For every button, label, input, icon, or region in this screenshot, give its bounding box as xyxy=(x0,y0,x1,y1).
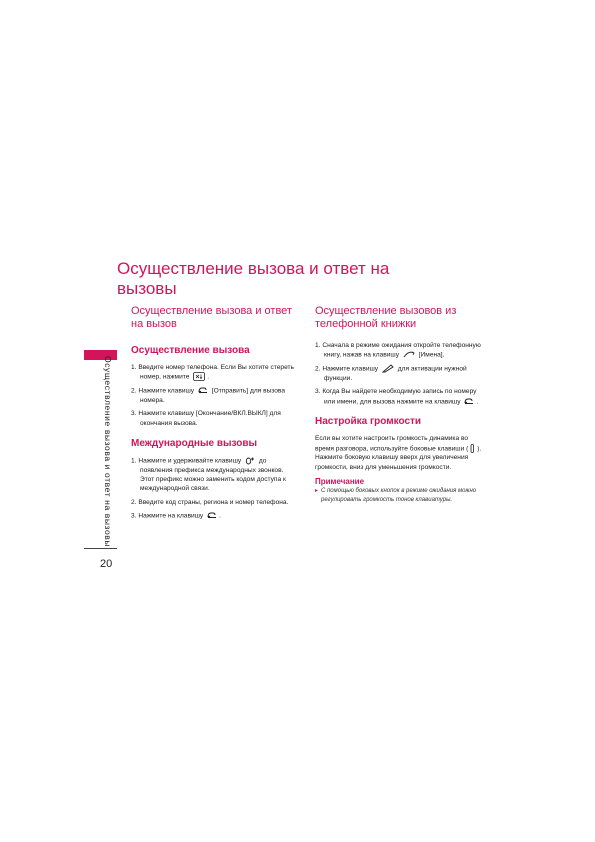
phonebook-steps xyxy=(315,341,483,406)
list-item xyxy=(131,363,299,382)
step-text-tail: [Имена]. xyxy=(418,351,445,359)
step-number: 2. xyxy=(315,365,321,373)
send-key-icon xyxy=(198,386,208,395)
send-key-icon xyxy=(464,397,474,406)
list-item xyxy=(315,364,483,383)
step-text: Нажмите клавишу xyxy=(322,365,379,373)
step-number: 1. xyxy=(131,457,137,465)
step-text-tail: . xyxy=(476,397,479,405)
step-text-tail: [Отправить] для вызова номера. xyxy=(140,387,286,404)
nav-key-icon xyxy=(382,364,394,373)
volume-text-tail: ). Нажмите боковую клавишу вверх для увеличения громкости, вниз для уменьшения громкости. xyxy=(315,444,482,471)
zero-plus-key-icon xyxy=(245,456,255,465)
volume-subtitle: Настройка громкости xyxy=(315,416,422,428)
step-number: 3. xyxy=(131,512,137,520)
step-text-tail: . xyxy=(207,373,210,381)
step-text: Нажмите и удерживайте клавишу xyxy=(138,457,242,465)
softkey-icon xyxy=(403,350,415,359)
step-number: 2. xyxy=(131,387,137,395)
step-text-tail: до появления префикса международных звонков. Этот префикс можно заменить кодом доступа к международной связи. xyxy=(140,457,286,493)
right-column xyxy=(315,305,483,504)
phonebook-title: Осуществление вызовов из телефонной книжки xyxy=(315,305,457,330)
intl-subtitle: Международные вызовы xyxy=(131,437,258,449)
step-number: 1. xyxy=(131,364,137,371)
list-item xyxy=(131,456,299,494)
page-title: Осуществление вызова и ответ на вызовы xyxy=(117,259,390,298)
step-text-tail: для активации нужной функции. xyxy=(324,365,467,382)
step-text: Введите номер телефона. Если Вы хотите стереть номер, нажмите xyxy=(138,364,294,381)
step-text: Нажмите на клавишу xyxy=(138,512,204,520)
page-number: 20 xyxy=(100,558,113,570)
note-title: Примечание xyxy=(315,477,365,487)
call-steps xyxy=(131,363,299,428)
note-text: ▸ С помощью боковых кнопок в режиме ожидания можно регулировать громкость тонов клавиатуры. xyxy=(315,487,483,504)
step-text: Когда Вы найдете необходимую запись по номеру или имени, для вызова нажмите на клавишу xyxy=(322,388,477,405)
step-text: Нажмите клавишу xyxy=(138,387,195,395)
section-title: Осуществление вызова и ответ на вызов xyxy=(131,305,292,330)
volume-paragraph xyxy=(315,434,483,472)
volume-text: Если вы хотите настроить громкость динамика во время разговора, используйте боковые клавиши ( xyxy=(315,435,469,452)
list-item xyxy=(131,498,299,507)
call-subtitle: Осуществление вызова xyxy=(131,345,250,356)
send-key-icon xyxy=(207,511,217,520)
page-number-rule xyxy=(84,548,117,549)
list-item xyxy=(131,409,299,428)
list-item xyxy=(131,386,299,405)
clear-key-icon xyxy=(193,372,205,381)
left-column xyxy=(131,305,299,527)
step-number: 3. xyxy=(131,410,137,418)
step-number: 2. xyxy=(131,498,137,506)
intl-steps xyxy=(131,456,299,521)
list-item xyxy=(131,511,299,521)
step-text: Нажмите клавишу [Окончание/ВКЛ.ВЫКЛ] для окончания вызова. xyxy=(138,410,281,427)
step-text: Сначала в режиме ожидания откройте телефонную книгу, нажав на клавишу xyxy=(322,342,481,359)
list-item xyxy=(315,387,483,406)
step-number: 3. xyxy=(315,388,321,396)
sidebar-chapter-label: Осуществление вызова и ответ на вызовы xyxy=(103,356,113,548)
step-number: 1. xyxy=(315,342,321,349)
step-text: Введите код страны, региона и номер телефона. xyxy=(138,498,289,506)
side-key-icon xyxy=(470,444,475,453)
step-text-tail: . xyxy=(219,512,221,520)
list-item xyxy=(315,341,483,360)
